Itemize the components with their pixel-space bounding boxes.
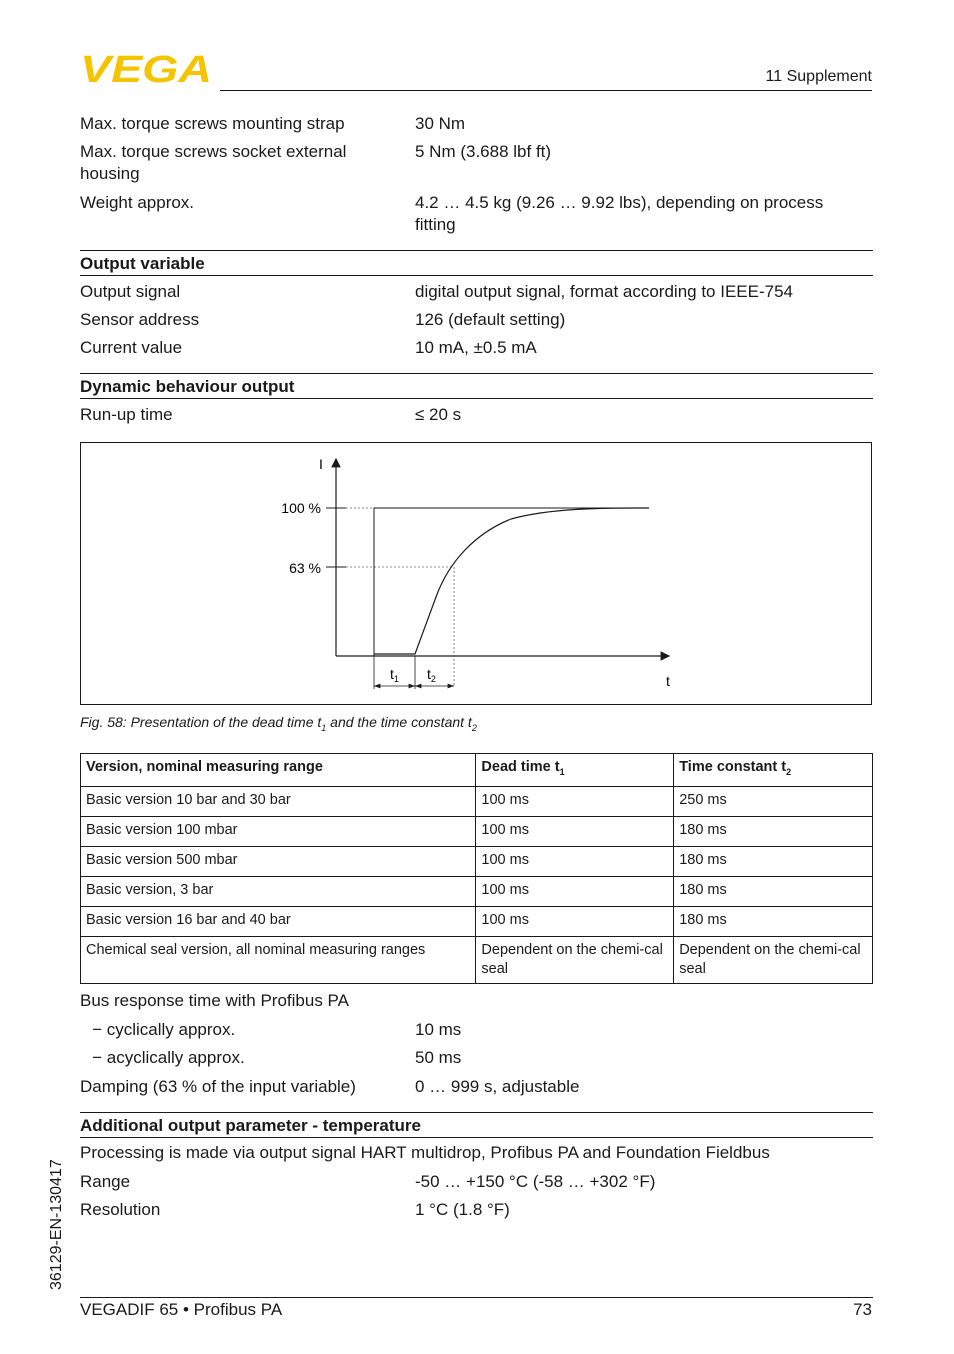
table-cell: Basic version 100 mbar <box>81 816 476 846</box>
table-cell: 100 ms <box>476 816 674 846</box>
spec-value: 4.2 … 4.5 kg (9.26 … 9.92 lbs), depending on process fitting <box>415 193 824 234</box>
spec-value: 1 °C (1.8 °F) <box>415 1200 510 1219</box>
spec-label: Max. torque screws mounting strap <box>80 114 345 133</box>
response-curve <box>374 508 649 654</box>
table-header-row <box>81 754 873 787</box>
spec-label: − cyclically approx. <box>80 1019 380 1041</box>
spec-value: -50 … +150 °C (-58 … +302 °F) <box>415 1172 656 1191</box>
table-row <box>81 876 873 906</box>
spec-value: digital output signal, format according to IEEE-754 <box>415 282 793 301</box>
table-cell: Basic version 10 bar and 30 bar <box>81 786 476 816</box>
spec-value: 126 (default setting) <box>415 310 566 329</box>
t2-label: $t_2$ <box>427 666 436 684</box>
footer-product: VEGADIF 65 • Profibus PA <box>80 1300 283 1319</box>
tick-label-63: 63 % <box>289 560 321 576</box>
spec-label: Damping (63 % of the input variable) <box>80 1077 356 1096</box>
section-temperature: Additional output parameter - temperature <box>80 1112 873 1138</box>
logo-text: VEGA <box>80 52 212 84</box>
table-cell: 180 ms <box>674 816 873 846</box>
section-dynamic-behaviour: Dynamic behaviour output <box>80 373 873 399</box>
table-cell: 180 ms <box>674 876 873 906</box>
spec-label: Run-up time <box>80 405 173 424</box>
spec-value: 50 ms <box>415 1048 462 1067</box>
spec-label: Resolution <box>80 1200 161 1219</box>
spec-label: Range <box>80 1172 131 1191</box>
table-cell: Basic version 500 mbar <box>81 846 476 876</box>
dash-bullet: − <box>92 1020 102 1039</box>
dash-bullet: − <box>92 1048 102 1067</box>
response-curve-diagram <box>81 443 873 706</box>
page-number: 73 <box>853 1300 872 1319</box>
y-axis-label: I <box>319 456 323 472</box>
table-cell: 100 ms <box>476 846 674 876</box>
dead-time-figure <box>80 442 872 705</box>
footer-rule <box>80 1297 873 1298</box>
spec-value: 5 Nm (3.688 lbf ft) <box>415 142 552 161</box>
table-cell: 100 ms <box>476 786 674 816</box>
table-row <box>81 816 873 846</box>
table-cell: Basic version 16 bar and 40 bar <box>81 906 476 936</box>
table-header: Time constant $t_2$ <box>674 754 873 787</box>
table-cell: Basic version, 3 bar <box>81 876 476 906</box>
table-row <box>81 936 873 983</box>
table-row <box>81 906 873 936</box>
section-output-variable: Output variable <box>80 250 873 276</box>
step-input <box>374 508 649 656</box>
table-cell: Dependent on the chemi-cal seal <box>476 936 674 983</box>
t1-label: $t_1$ <box>390 666 399 684</box>
table-header: Version, nominal measuring range <box>81 754 476 787</box>
spec-value: 30 Nm <box>415 114 466 133</box>
spec-value: 10 mA, ±0.5 mA <box>415 338 537 357</box>
document-id: 36129-EN-130417 <box>48 1159 65 1290</box>
table-cell: 250 ms <box>674 786 873 816</box>
spec-label: Bus response time with Profibus PA <box>80 991 349 1010</box>
table-cell: Chemical seal version, all nominal measuring ranges <box>81 936 476 983</box>
response-time-table <box>80 753 873 984</box>
spec-value: 0 … 999 s, adjustable <box>415 1077 580 1096</box>
spec-label: Weight approx. <box>80 193 195 212</box>
tick-label-100: 100 % <box>281 500 321 516</box>
table-cell: Dependent on the chemi-cal seal <box>674 936 873 983</box>
table-row <box>81 846 873 876</box>
vega-logo <box>80 52 212 84</box>
spec-value: ≤ 20 s <box>415 405 462 424</box>
spec-label: − acyclically approx. <box>80 1047 380 1069</box>
spec-label: Processing is made via output signal HART multidrop, Profibus PA and Foundation Fieldbus <box>80 1143 770 1162</box>
spec-label: Max. torque screws socket external housing <box>80 142 347 183</box>
header-rule <box>220 90 872 91</box>
table-cell: 100 ms <box>476 906 674 936</box>
section-label: 11 Supplement <box>765 68 872 85</box>
spec-label: Current value <box>80 338 183 357</box>
table-cell: 100 ms <box>476 876 674 906</box>
table-row <box>81 786 873 816</box>
table-header: Dead time $t_1$ <box>476 754 674 787</box>
x-axis-label: t <box>666 673 670 689</box>
table-cell: 180 ms <box>674 906 873 936</box>
spec-label: Output signal <box>80 282 181 301</box>
figure-caption: Fig. 58: Presentation of the dead time $t_1$ and the time constant $t_2$ <box>80 714 477 733</box>
spec-label: Sensor address <box>80 310 200 329</box>
spec-value: 10 ms <box>415 1020 462 1039</box>
table-cell: 180 ms <box>674 846 873 876</box>
